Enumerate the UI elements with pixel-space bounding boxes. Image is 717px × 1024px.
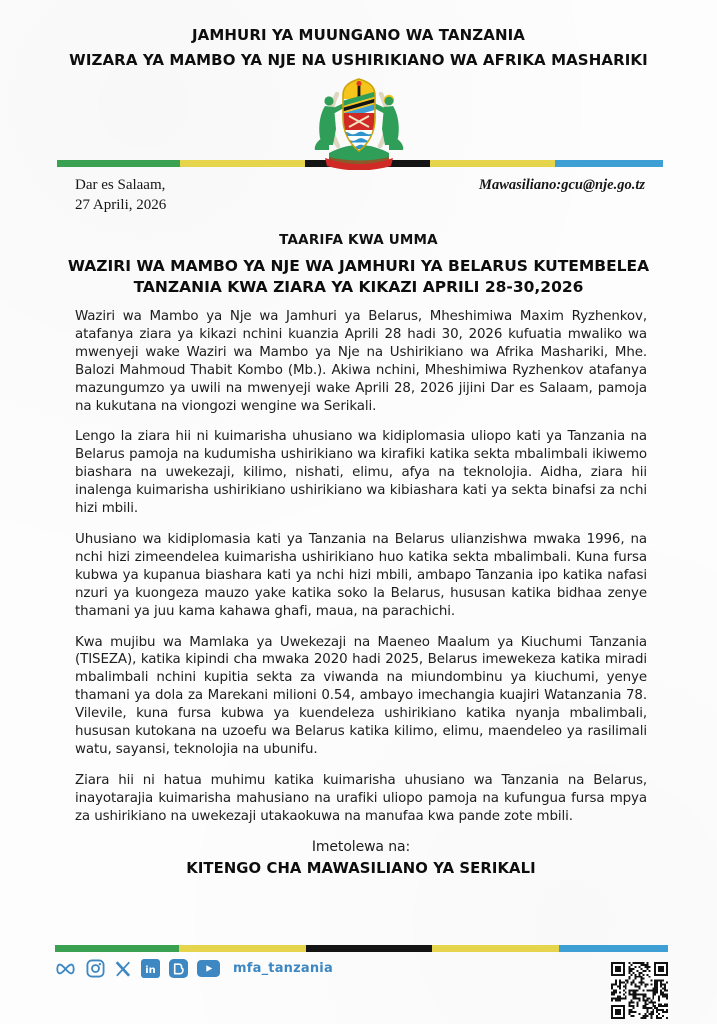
- issued-by-label: Imetolewa na:: [311, 838, 411, 855]
- location-text: Dar es Salaam,: [75, 177, 166, 193]
- instagram-icon: [86, 959, 105, 978]
- paragraph-4: Kwa mujibu wa Mamlaka ya Uwekezaji na Maeneo Maalum ya Kiuchumi Tanzania (TISEZA), katika kipindi cha mwaka 2020 hadi 2025, Belarus imewekeza katika miradi mbalimbali nchini kupitia sekta za viwanda na miundombinu ya kiuchumi, yenye thamani ya dola za Marekani milioni 0.54, ambayo imechangia kuajiri Watanzania 78. Vilevile, kuna fursa kubwa ya kuendeleza ushirikiano katika nyanja mbalimbali, hususan kutokana na uzoefu wa Belarus katika kilimo, elimu, maendeleo ya rasilimali watu, sayansi, teknolojia na ubunifu.: [75, 634, 647, 757]
- qr-code-svg: [611, 962, 668, 1019]
- press-release-title: [40, 256, 677, 298]
- band-segment-green: [57, 160, 180, 167]
- qr-code: [611, 962, 668, 1019]
- tanzania-coat-of-arms-icon: [303, 74, 415, 174]
- band-segment-yellow: [179, 945, 305, 952]
- closing-block: [75, 839, 647, 879]
- date-text: 27 Aprili, 2026: [75, 197, 167, 213]
- notice-kicker: TAARIFA KWA UMMA: [279, 232, 438, 248]
- paragraph-3: Uhusiano wa kidiplomasia kati ya Tanzania na Belarus ulianzishwa mwaka 1996, na nchi hizi zimeendelea kuimarisha ushirikiano huo katika sekta mbalimbali. Kuna fursa kubwa ya kupanua biashara kati ya nchi hizi mbili, ambapo Tanzania ipo katika nafasi nzuri ya kuongeza mauzo yake katika soko la Belarus, hususan katika bidhaa zenye thamani ya juu kama kahawa ghafi, maua, na parachichi.: [75, 531, 647, 619]
- social-handle-text: mfa_tanzania: [233, 961, 333, 976]
- band-segment-blue: [559, 945, 668, 952]
- meta-icon: [54, 961, 77, 977]
- x-icon: [114, 960, 132, 978]
- band-segment-yellow: [180, 160, 305, 167]
- paragraph-2: Lengo la ziara hii ni kuimarisha uhusiano wa kidiplomasia uliopo kati ya Tanzania na Belarus pamoja na kudumisha ushirikiano wa kirafiki katika sekta mbalimbali ikiwemo biashara na uwekezaji, kilimo, nishati, elimu, afya na teknolojia. Aidha, ziara hii inalenga kuimarisha ushirikiano ushirikiano wa kibiashara kati ya sekta binafsi za nchi hizi mbili.: [75, 429, 647, 517]
- flag-color-band-bottom: [55, 945, 668, 952]
- band-segment-blue: [555, 160, 663, 167]
- blogger-icon: [169, 959, 188, 978]
- band-segment-black: [306, 945, 432, 952]
- contact-email-text: Mawasiliano:gcu@nje.go.tz: [479, 177, 645, 193]
- linkedin-icon: [141, 959, 160, 978]
- band-segment-yellow: [432, 945, 558, 952]
- ministry-title: WIZARA YA MAMBO YA NJE NA USHIRIKIANO WA AFRIKA MASHARIKI: [69, 51, 648, 69]
- svg-text:in: in: [145, 964, 156, 976]
- band-segment-yellow: [430, 160, 555, 167]
- title-line-2: TANZANIA KWA ZIARA YA KIKAZI APRILI 28-30,2026: [133, 278, 584, 296]
- title-line-1: WAZIRI WA MAMBO YA NJE WA JAMHURI YA BELARUS KUTEMBELEA: [67, 257, 650, 275]
- band-segment-green: [55, 945, 179, 952]
- press-release-body: [75, 308, 647, 878]
- dateline: [75, 175, 166, 215]
- country-title: JAMHURI YA MUUNGANO WA TANZANIA: [191, 26, 525, 44]
- government-header: [0, 26, 717, 69]
- paragraph-5: Ziara hii ni hatua muhimu katika kuimarisha uhusiano wa Tanzania na Belarus, inayotarajia kuimarisha mahusiano na urafiki uliopo pamoja na kufungua fursa mpya za ushirikiano na uwekezaji utakaokuwa na manufaa kwa pande zote mbili.: [75, 772, 647, 824]
- issuer-name: KITENGO CHA MAWASILIANO YA SERIKALI: [186, 860, 536, 878]
- paragraph-1: Waziri wa Mambo ya Nje wa Jamhuri ya Belarus, Mheshimiwa Maxim Ryzhenkov, atafanya ziara ya kikazi nchini kuanzia Aprili 28 hadi 30, 2026 kufuatia mwaliko wa mwenyeji wake Waziri wa Mambo ya Nje na Ushirikiano wa Afrika Mashariki, Mhe. Balozi Mahmoud Thabit Kombo (Mb.). Akiwa nchini, Mheshimiwa Ryzhenkov atafanya mazungumzo ya uwili na mwenyeji wake Aprili 28, 2026 jijini Dar es Salaam, pamoja na kukutana na viongozi wengine wa Serikali.: [75, 309, 647, 414]
- youtube-icon: [197, 960, 220, 977]
- meta-row: [75, 175, 645, 215]
- social-media-row: [54, 959, 333, 978]
